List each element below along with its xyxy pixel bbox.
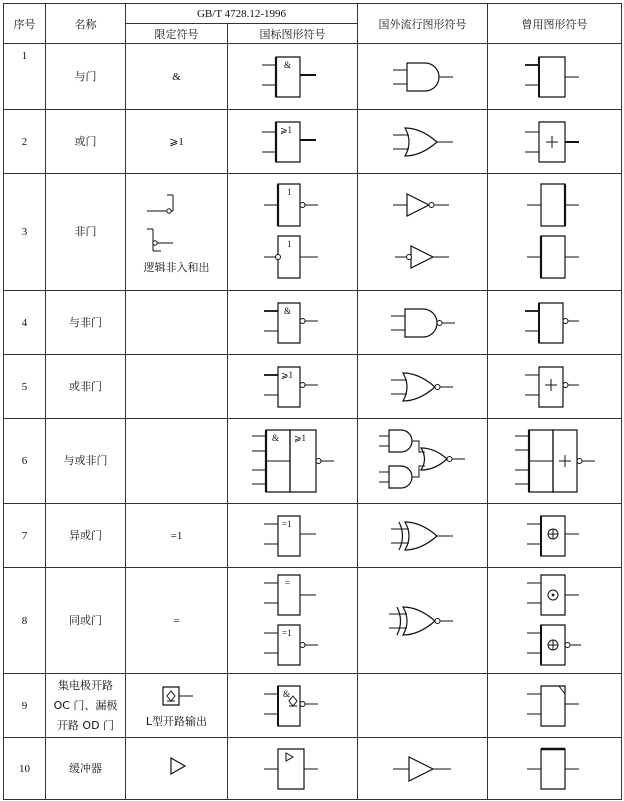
row-qualifier: & <box>126 44 228 110</box>
table-row <box>4 174 622 291</box>
table-row <box>4 738 622 800</box>
national-or-symbol <box>228 110 358 174</box>
table-row <box>4 674 622 738</box>
row-index: 3 <box>4 174 46 291</box>
xnor-label: = <box>284 577 290 588</box>
row-name <box>46 674 126 738</box>
common-not-symbol <box>488 174 622 291</box>
common-oc-symbol <box>488 674 622 738</box>
row-qualifier <box>126 419 228 504</box>
common-nor-symbol <box>488 355 622 419</box>
row-name: 与非门 <box>46 291 126 355</box>
header-common: 曾用图形符号 <box>488 4 622 44</box>
row-index: 8 <box>4 568 46 674</box>
row-name: 同或门 <box>46 568 126 674</box>
qualifier-caption: L型开路输出 <box>145 714 208 728</box>
row-name: 或非门 <box>46 355 126 419</box>
row-qualifier: =1 <box>126 504 228 568</box>
national-buffer-symbol <box>228 738 358 800</box>
national-xor-symbol <box>228 504 358 568</box>
row-index: 10 <box>4 738 46 800</box>
row-index: 7 <box>4 504 46 568</box>
row-name: 或门 <box>46 110 126 174</box>
national-xnor-symbol <box>228 568 358 674</box>
foreign-and-symbol <box>358 44 488 110</box>
foreign-xnor-symbol <box>358 568 488 674</box>
row-name: 与门 <box>46 44 126 110</box>
national-aoi-symbol <box>228 419 358 504</box>
and-label: & <box>283 59 291 70</box>
foreign-nor-symbol <box>358 355 488 419</box>
row-index: 9 <box>4 674 46 738</box>
nor-label: ⩾1 <box>280 369 293 380</box>
oc-and-label: & <box>282 688 290 699</box>
common-and-symbol <box>488 44 622 110</box>
foreign-aoi-symbol <box>358 419 488 504</box>
name-line: 集电极开路 <box>58 678 113 692</box>
common-buffer-symbol <box>488 738 622 800</box>
row-index: 2 <box>4 110 46 174</box>
row-name: 与或非门 <box>46 419 126 504</box>
xor-label: =1 <box>281 518 292 529</box>
row-qualifier <box>126 738 228 800</box>
table-row <box>4 44 622 110</box>
row-name: 缓冲器 <box>46 738 126 800</box>
logic-gate-symbol-table <box>3 3 622 800</box>
row-name: 异或门 <box>46 504 126 568</box>
foreign-nand-symbol <box>358 291 488 355</box>
name-line: OC 门、漏极 <box>53 698 118 712</box>
row-qualifier: ⩾1 <box>126 110 228 174</box>
name-line: 开路 OD 门 <box>56 718 115 732</box>
national-oc-symbol <box>228 674 358 738</box>
common-nand-symbol <box>488 291 622 355</box>
header-national: 国标图形符号 <box>228 24 358 44</box>
header-foreign: 国外流行图形符号 <box>358 4 488 44</box>
row-name: 非门 <box>46 174 126 291</box>
table-row <box>4 419 622 504</box>
foreign-oc-empty <box>358 674 488 738</box>
row-qualifier <box>126 174 228 291</box>
national-not-symbol <box>228 174 358 291</box>
row-index: 5 <box>4 355 46 419</box>
foreign-xor-symbol <box>358 504 488 568</box>
national-and-symbol <box>228 44 358 110</box>
common-xor-symbol <box>488 504 622 568</box>
row-qualifier <box>126 674 228 738</box>
foreign-or-symbol <box>358 110 488 174</box>
row-qualifier: = <box>126 568 228 674</box>
common-xnor-symbol <box>488 568 622 674</box>
foreign-buffer-symbol <box>358 738 488 800</box>
or-label: ⩾1 <box>279 124 292 135</box>
not-label-upper: 1 <box>286 187 291 197</box>
table-row <box>4 568 622 674</box>
row-index: 1 <box>4 44 46 110</box>
header-index: 序号 <box>4 4 46 44</box>
header-qualifier: 限定符号 <box>126 24 228 44</box>
table-row <box>4 504 622 568</box>
nand-label: & <box>283 305 291 316</box>
header-standard: GB/T 4728.12-1996 <box>126 4 358 24</box>
xnor-xor-label: =1 <box>281 627 292 638</box>
row-index: 6 <box>4 419 46 504</box>
common-or-symbol <box>488 110 622 174</box>
table-row <box>4 291 622 355</box>
row-qualifier <box>126 291 228 355</box>
national-nor-symbol <box>228 355 358 419</box>
header-name: 名称 <box>46 4 126 44</box>
table-row <box>4 355 622 419</box>
not-label-lower: 1 <box>286 239 291 249</box>
national-nand-symbol <box>228 291 358 355</box>
row-index: 4 <box>4 291 46 355</box>
table-row <box>4 110 622 174</box>
qualifier-caption: 逻辑非入和出 <box>143 261 210 274</box>
aoi-and-label: & <box>271 433 279 443</box>
common-aoi-symbol <box>488 419 622 504</box>
aoi-or-label: ⩾1 <box>293 433 306 443</box>
row-qualifier <box>126 355 228 419</box>
foreign-not-symbol <box>358 174 488 291</box>
